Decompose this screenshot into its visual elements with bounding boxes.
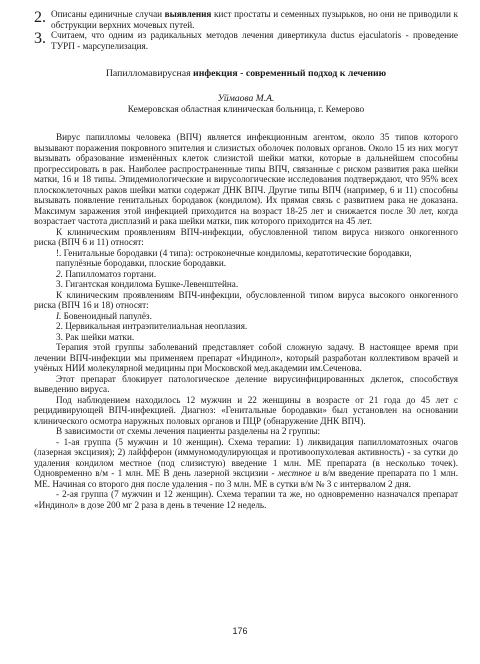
author-affiliation: Кемеровская областная клиническая больница, г. Кемерово xyxy=(127,105,365,115)
article-title: Папилломавирусная инфекция - современный подход к лечению xyxy=(105,68,387,79)
numbered-item xyxy=(34,9,458,30)
item-text: Описаны единичные случаи xyxy=(51,9,165,19)
list-item: 2. Цервикальная интраэпителиальная неоплазия. xyxy=(56,321,248,331)
group-description: - 2-ая группа (7 мужчин и 12 женщин). Схема терапии та же, но одновременно назначался препарат «Индинол» в дозе 200 мг 2 раза в день в течение 12 недель. xyxy=(34,489,458,510)
list-item: 3. Гигантская кондилома Бушке-Левенштейна. xyxy=(56,279,239,289)
list-item: !. Генитальные бородавки (4 типа): остроконечные кондиломы, кератотические бородавки, папулёзные бородавки, плоские бородавки. xyxy=(56,247,412,268)
item-bold-word: выявления xyxy=(164,9,212,19)
group-description: - 1-ая группа (5 мужчин и 10 женщин). Схема терапии: 1) ликвидация папилломатозных очагов (лазерная эксцизия); 2) лайфферон (иммуномодулирующая и противоопухолевая активность) - за сутки до удаления кондилом местное (под слизистую) введение 1 млн. МЕ препарата (в несколько точек). Одновременно в/м - 1 млн. МЕ В день лазерной эксцизии - местное и в/м введение препарата по 1 млн. МЕ. Начиная со второго дня после удаления - по 3 млн. МЕ в сутки в/м № 3 с интервалом 2 дня. xyxy=(34,436,458,489)
item-text: Считаем, что одним из радикальных методов лечения дивертикула ductus ejaculatoris - проведение ТУРП - марсупелизация. xyxy=(51,30,458,51)
item-number: 2. xyxy=(34,9,46,26)
paragraph: Вирус папилломы человека (ВПЧ) является инфекционным агентом, около 35 типов которого вызывают поражения покровного эпителия и слизистых оболочек половых органов. Около 15 из них могут вызывать образование изменённых клеток слизистой шейки матки, которые в дальнейшем способны прогрессировать в рак. Наиболее распространенные типы ВПЧ, связанные с риском развития рака шейки матки, 16 и 18 типы. Эпидемиологические и вирусологические исследования подтверждают, что 95% всех плоскоклеточных раков шейки матки содержат ДНК ВПЧ. Другие типы ВПЧ (например, 6 и 11) способны вызывать появление генитальных бородавок (кондилом). Их прямая связь с развитием рака не доказана. Максимум заражения этой инфекцией приходится на возраст 18-25 лет и снижается после 30 лет, когда возрастает частота дисплазий и рака шейки матки, пик которого приходится на 45 лет. xyxy=(34,132,458,226)
paragraph: Этот препарат блокирует патологическое деление вирусинфицированных дклеток, способствуя выведению вируса. xyxy=(34,373,458,394)
author-name: Уймаова М.А. xyxy=(217,93,275,104)
list-item: 3. Рак шейки матки. xyxy=(56,331,135,342)
page-number: 176 xyxy=(232,626,248,636)
paragraph: Под наблюдением находилось 12 мужчин и 22 женщины в возрасте от 21 года до 45 лет с рецидивирующей ВПЧ-инфекцией. Диагноз: «Генитальные бородавки» был установлен на основании клинического осмотра наружных половых органов и ПЦР (обнаружение ДНК ВПЧ). xyxy=(34,394,458,426)
paragraph: К клиническим проявлениям ВПЧ-инфекции, обусловленной типом вируса низкого онкогенного риска (ВПЧ 6 и 11) относят: xyxy=(34,226,458,247)
numbered-item xyxy=(34,30,458,51)
item-number: 3. xyxy=(34,30,46,47)
paragraph: К клиническим проявлениям ВПЧ-инфекции, обусловленной типом вируса высокого онкогенного риска (ВПЧ 16 и 18) относят: xyxy=(34,289,458,310)
list-item: I. Бовеноидный папулёз. xyxy=(56,310,152,321)
item-text: кист простаты и семенных пузырьков, но они не приводили к обструкции верхних мочевых путей. xyxy=(51,9,458,30)
paragraph: В зависимости от схемы лечения пациенты разделены на 2 группы: xyxy=(56,426,321,436)
document-page xyxy=(34,9,458,510)
paragraph: Терапия этой группы заболеваний представляет собой сложную задачу. В настоящее время при лечении ВПЧ-инфекции мы применяем препарат «Индинол», который разработан коллективом врачей и учёных НИИ молекулярной медицины при Московской мед.академии им.Сеченова. xyxy=(34,342,458,373)
list-item: 2. Папилломатоз гортани. xyxy=(56,268,157,279)
